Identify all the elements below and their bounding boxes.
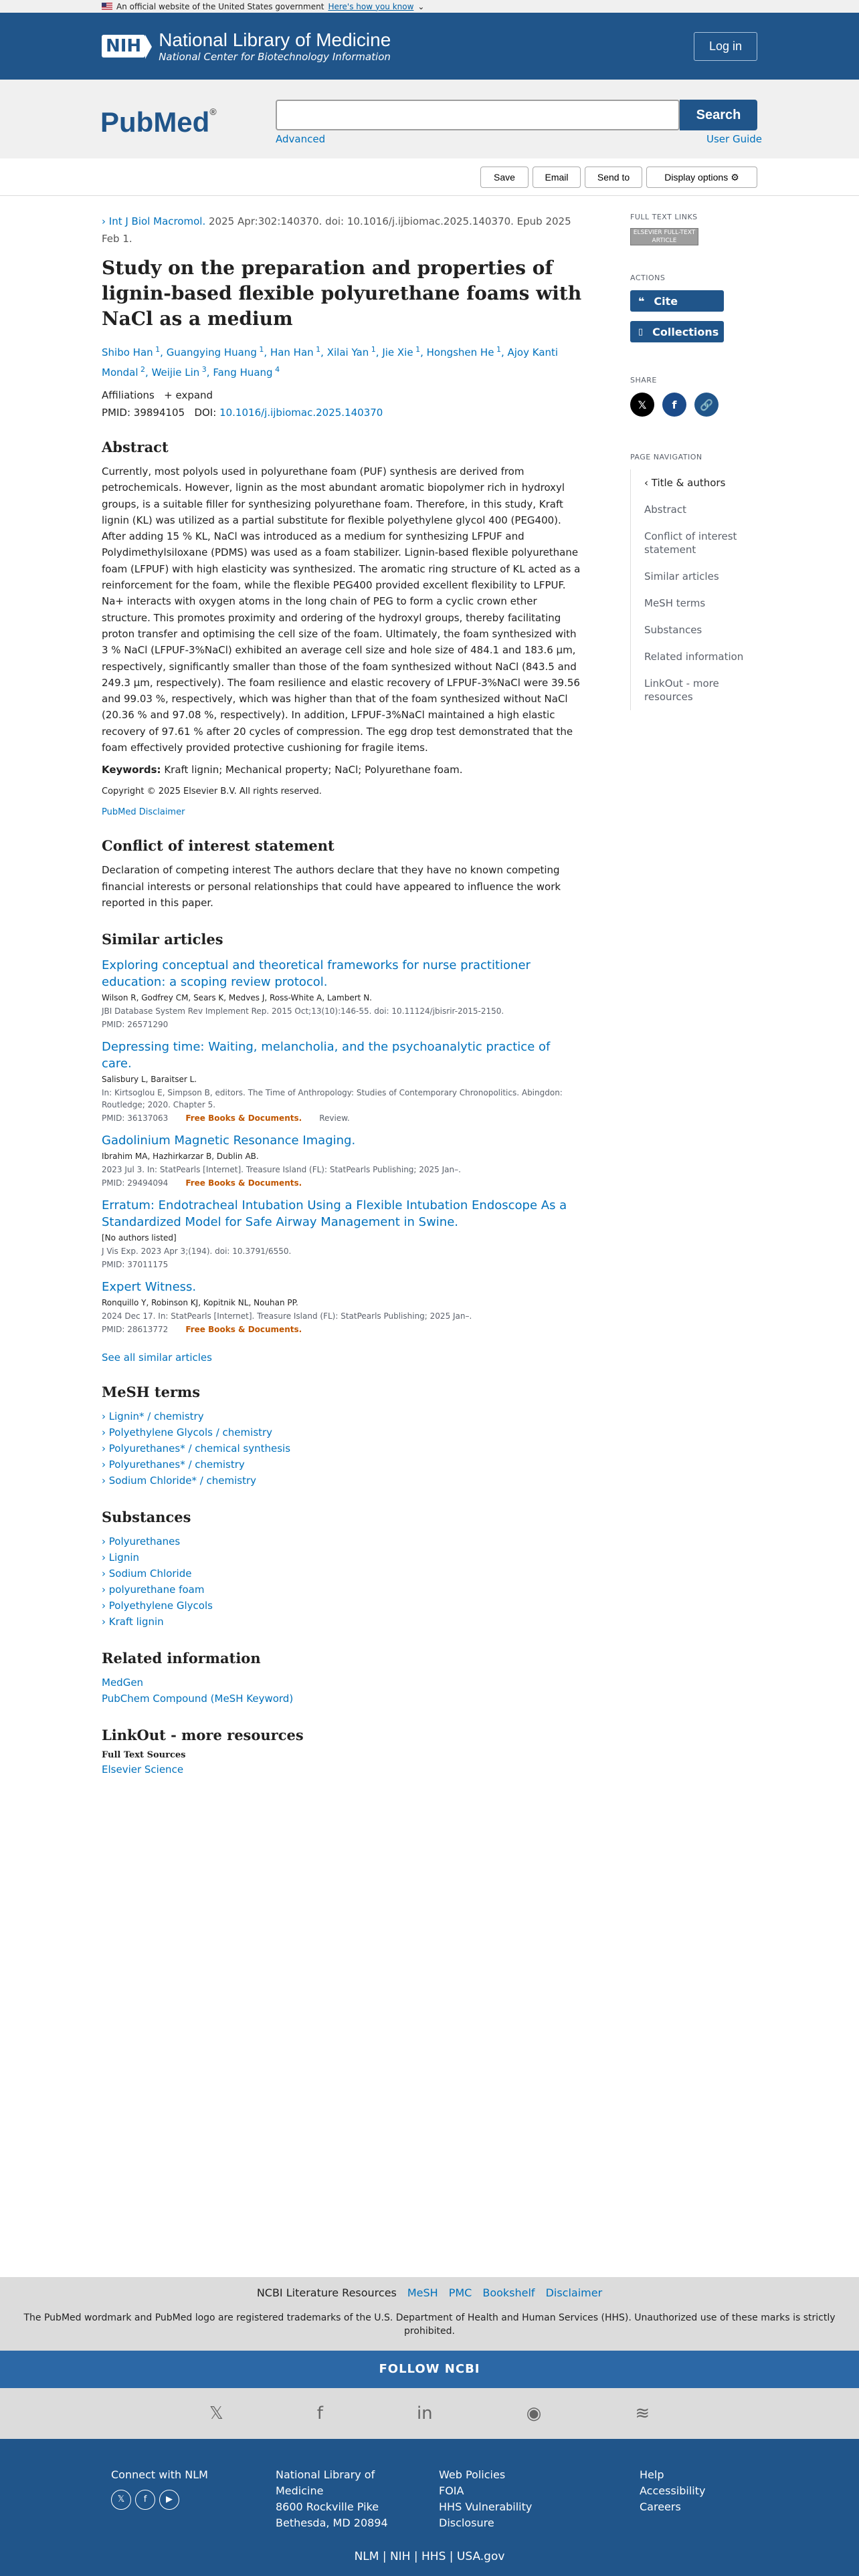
elsevier-fulltext-button[interactable]: ELSEVIER FULL-TEXT ARTICLE xyxy=(630,228,698,245)
linkout-subheading: Full Text Sources xyxy=(102,1750,186,1761)
similar-heading: Similar articles xyxy=(102,931,223,948)
free-books-badge: Free Books & Documents. xyxy=(185,1178,302,1188)
similar-article-authors: [No authors listed] xyxy=(102,1233,177,1243)
login-button[interactable]: Log in xyxy=(694,32,757,61)
substances-list xyxy=(102,1533,583,1630)
social-links xyxy=(0,2388,859,2439)
mesh-term-link[interactable]: › Lignin* / chemistry xyxy=(102,1410,204,1423)
author-affil-number: 4 xyxy=(272,365,280,374)
similar-article xyxy=(102,1279,583,1334)
facebook-share-icon[interactable]: f xyxy=(662,393,686,417)
policy-link[interactable]: HHS Vulnerability xyxy=(439,2500,533,2513)
substance-link[interactable]: › Sodium Chloride xyxy=(102,1568,192,1580)
footer-link[interactable]: Disclaimer xyxy=(545,2286,603,2299)
author-link[interactable]: Guangying Huang xyxy=(166,346,257,358)
similar-article xyxy=(102,1132,583,1188)
follow-ncbi: FOLLOW NCBI xyxy=(0,2351,859,2388)
mesh-heading: MeSH terms xyxy=(102,1384,201,1401)
nlm-header xyxy=(0,13,859,80)
doi-link[interactable]: 10.1016/j.ijbiomac.2025.140370 xyxy=(219,407,383,419)
facebook-icon[interactable]: f xyxy=(316,2403,323,2424)
share-buttons xyxy=(630,393,764,417)
gear-icon: ⚙ xyxy=(731,171,739,183)
address-line[interactable]: Bethesda, MD 20894 xyxy=(276,2516,388,2529)
similar-article-pmid xyxy=(102,1178,583,1188)
search-button[interactable]: Search xyxy=(680,100,757,130)
substance-link[interactable]: › polyurethane foam xyxy=(102,1584,205,1596)
x-share-icon[interactable]: 𝕏 xyxy=(630,393,654,417)
user-guide-link[interactable]: User Guide xyxy=(706,133,763,145)
github-icon[interactable]: ◉ xyxy=(526,2403,542,2424)
pubmed-disclaimer-link[interactable]: PubMed Disclaimer xyxy=(102,807,185,818)
review-badge: Review. xyxy=(319,1113,350,1123)
rss-icon[interactable]: ≋ xyxy=(635,2403,650,2424)
facebook-footer-icon[interactable]: f xyxy=(135,2490,155,2510)
actions-label: ACTIONS xyxy=(630,274,666,282)
similar-article-pmid xyxy=(102,1260,583,1269)
fulltext-label: FULL TEXT LINKS xyxy=(630,213,698,221)
journal-link[interactable]: Int J Biol Macromol. xyxy=(108,215,206,227)
nav-item[interactable]: Related information xyxy=(644,651,744,663)
youtube-footer-icon[interactable]: ▶ xyxy=(159,2490,179,2510)
policy-link[interactable]: FOIA xyxy=(439,2484,464,2497)
similar-article-title[interactable]: Erratum: Endotracheal Intubation Using a Flexible Intubation Endoscope As a Standardized Model for Safe Airway Management in Swine. xyxy=(102,1198,567,1230)
coi-heading: Conflict of interest statement xyxy=(102,837,335,855)
similar-article-title[interactable]: Exploring conceptual and theoretical frameworks for nurse practitioner education: a scoping review protocol. xyxy=(102,958,531,990)
similar-article-pmid xyxy=(102,1113,583,1123)
nih-logo-icon: NIH xyxy=(102,35,145,58)
footer-link[interactable]: PMC xyxy=(448,2286,472,2299)
similar-article-journal: J Vis Exp. 2023 Apr 3;(194). doi: 10.3791/6550. xyxy=(102,1247,292,1257)
article-title: Study on the preparation and properties of lignin-based flexible polyurethane foams with NaCl as a medium xyxy=(102,257,582,330)
substance-link[interactable]: › Polyurethanes xyxy=(102,1535,181,1548)
related-list xyxy=(102,1675,583,1707)
article-main xyxy=(102,213,583,1778)
similar-article-journal: 2024 Dec 17. In: StatPearls [Internet]. Treasure Island (FL): StatPearls Publishing; 2025 Jan–. xyxy=(102,1311,472,1321)
footer-link[interactable]: MeSH xyxy=(407,2286,438,2299)
mesh-term-link[interactable]: › Polyethylene Glycols / chemistry xyxy=(102,1426,273,1439)
author-affil-number: 3 xyxy=(199,365,207,374)
author-affil-number: 1 xyxy=(494,345,501,354)
nav-item[interactable]: Conflict of interest statement xyxy=(644,530,737,556)
pmid: PMID: 28613772 xyxy=(102,1325,169,1335)
footer-link[interactable]: NCBI Literature Resources xyxy=(256,2286,397,2299)
linkout-list xyxy=(102,1761,583,1778)
page-navigation xyxy=(630,469,764,710)
nlm-subtitle: National Center for Biotechnology Information xyxy=(159,51,391,63)
similar-article-authors: Ibrahim MA, Hazhirkarzar B, Dublin AB. xyxy=(102,1152,259,1162)
similar-article-authors: Wilson R, Godfrey CM, Sears K, Medves J, Ross-White A, Lambert N. xyxy=(102,993,372,1003)
nav-item[interactable]: LinkOut - more resources xyxy=(644,677,719,703)
address-line[interactable]: Medicine xyxy=(276,2484,324,2497)
gov-links[interactable]: NLM | NIH | HHS | USA.gov xyxy=(354,2550,505,2563)
nav-item[interactable]: ‹ Title & authors xyxy=(644,477,726,489)
footer-resources xyxy=(0,2277,859,2351)
author-affil-number: 1 xyxy=(313,345,321,354)
similar-article-authors: Salisbury L, Baraitser L. xyxy=(102,1075,197,1085)
similar-article-title[interactable]: Depressing time: Waiting, melancholia, and the psychoanalytic practice of care. xyxy=(102,1040,551,1071)
pmid: PMID: 29494094 xyxy=(102,1178,169,1188)
similar-articles-list xyxy=(102,957,583,1334)
copyright: Copyright © 2025 Elsevier B.V. All rights reserved. xyxy=(102,786,322,797)
abstract-heading: Abstract xyxy=(102,439,169,455)
help-link[interactable]: Help xyxy=(640,2468,664,2481)
help-link[interactable]: Accessibility xyxy=(640,2484,706,2497)
author-affil-number: 1 xyxy=(256,345,264,354)
related-link[interactable]: MedGen xyxy=(102,1677,144,1689)
mesh-term-link[interactable]: › Polyurethanes* / chemical synthesis xyxy=(102,1442,291,1455)
similar-article xyxy=(102,1197,583,1269)
us-flag-icon xyxy=(102,3,112,10)
author-link[interactable]: Ajoy Kanti Mondal xyxy=(102,346,559,379)
x-footer-icon[interactable]: 𝕏 xyxy=(111,2490,131,2510)
free-books-badge: Free Books & Documents. xyxy=(185,1113,302,1123)
quote-icon: ❝ xyxy=(638,294,645,308)
cite-button[interactable]: ❝ Cite xyxy=(630,290,724,312)
page-nav-label: PAGE NAVIGATION xyxy=(630,453,702,461)
similar-article-title[interactable]: Expert Witness. xyxy=(102,1280,197,1295)
pubmed-search-bar xyxy=(0,80,859,158)
see-all-similar-link[interactable]: See all similar articles xyxy=(102,1352,212,1364)
advanced-search-link[interactable]: Advanced xyxy=(276,133,326,145)
help-link[interactable]: Careers xyxy=(640,2500,681,2513)
display-options-button[interactable]: Display options ⚙ xyxy=(646,167,757,188)
author-link[interactable]: Xilai Yan xyxy=(326,346,369,358)
free-books-badge: Free Books & Documents. xyxy=(185,1325,302,1335)
article-toolbar xyxy=(0,158,859,196)
link-share-icon[interactable]: 🔗 xyxy=(694,393,719,417)
email-button[interactable]: Email xyxy=(533,167,581,188)
similar-article xyxy=(102,1039,583,1123)
abstract-text: Currently, most polyols used in polyurethane foam (PUF) synthesis are derived from petrochemicals. However, lignin as the most abundant aromatic biopolymer rich in hydroxyl groups, is a suitable filler for synthesizing polyurethane foam. Therefore, in this study, Kraft lignin (KL) was utilized as a partial substitute for flexible polyethylene glycol 400 (PEG400). After adding 15 % KL, NaCl was introduced as a medium for synthesizing LFPUF and Polydimethylsiloxane (PDMS) was used as a foam stabilizer. Lignin-based flexible polyurethane foam (LFPUF) with high elasticity was synthesized. The aromatic ring structure of KL acted as a reinforcement for the foam, while the flexible PEG400 provided excellent flexibility to LFPUF. Na+ interacts with oxygen atoms in the long chain of PEG to form a cyclic crown ether structure. This promotes proximity and ordering of the hydroxyl groups, thereby facilitating proton transfer and optimising the cell size of the foam. Ultimately, the foam synthesized with 3 % NaCl (LFPUF-3%NaCl) exhibited an average cell size and hole size of 484.1 and 183.6 μm, respectively, significantly smaller than those of the foam synthesized without NaCl (843.5 and 249.3 μm, respectively). The foam resilience and elastic recovery of LFPUF-3%NaCl were 39.56 and 99.03 %, respectively, which was higher than that of the foam synthesized without NaCl (20.36 % and 97.08 %, respectively). In addition, LFPUF-3%NaCl maintained a high elastic recovery of 97.61 % after 20 cycles of compression. The egg drop test demonstrated that the foam effectively provided protective cushioning for fragile items. xyxy=(102,465,581,754)
author-link[interactable]: Fang Huang xyxy=(213,366,273,379)
related-heading: Related information xyxy=(102,1650,261,1667)
mesh-term-link[interactable]: › Sodium Chloride* / chemistry xyxy=(102,1475,257,1487)
nav-item[interactable]: MeSH terms xyxy=(644,597,706,609)
linkout-link[interactable]: Elsevier Science xyxy=(102,1763,184,1776)
connect-nlm-link[interactable]: Connect with NLM xyxy=(111,2468,208,2481)
pmid: PMID: 36137063 xyxy=(102,1113,169,1123)
policy-links xyxy=(439,2467,532,2531)
author-link[interactable]: Jie Xie xyxy=(382,346,413,358)
collections-button[interactable]: ▯ Collections xyxy=(630,321,724,342)
trademark-notice: The PubMed wordmark and PubMed logo are registered trademarks of the U.S. Department of Health and Human Services (HHS). Unauthorized use of these marks is strictly prohibited. xyxy=(23,2313,836,2337)
save-button[interactable]: Save xyxy=(480,167,529,188)
article-ids: PMID: 39894105 DOI: 10.1016/j.ijbiomac.2025.140370 xyxy=(102,407,383,419)
author-link[interactable]: Weijie Lin xyxy=(151,366,200,379)
footer-bottom xyxy=(0,2439,859,2576)
author-link[interactable]: Shibo Han xyxy=(102,346,153,358)
nav-item[interactable]: Similar articles xyxy=(644,570,719,582)
pmid: PMID: 26571290 xyxy=(102,1020,169,1030)
heres-how-you-know-link[interactable]: Here's how you know xyxy=(328,1,414,11)
substance-link[interactable]: › Lignin xyxy=(102,1551,139,1564)
coi-text: Declaration of competing interest The authors declare that they have no known competing financial interests or personal relationships that could have appeared to influence the work reported in this paper. xyxy=(102,864,561,909)
similar-article-authors: Ronquillo Y, Robinson KJ, Kopitnik NL, Nouhan PP. xyxy=(102,1298,298,1308)
journal-citation: › Int J Biol Macromol. 2025 Apr:302:140370. doi: 10.1016/j.ijbiomac.2025.140370. Epub 2025 Feb 1. xyxy=(102,215,571,245)
similar-article-title[interactable]: Gadolinium Magnetic Resonance Imaging. xyxy=(102,1134,356,1148)
substance-link[interactable]: › Kraft lignin xyxy=(102,1616,164,1628)
policy-link[interactable]: Web Policies xyxy=(439,2468,506,2481)
author-affil-number: 1 xyxy=(153,345,161,354)
substance-link[interactable]: › Polyethylene Glycols xyxy=(102,1600,213,1612)
footer-links xyxy=(0,2286,859,2299)
similar-article-journal: 2023 Jul 3. In: StatPearls [Internet]. Treasure Island (FL): StatPearls Publishing; 2025 Jan–. xyxy=(102,1165,461,1175)
help-links xyxy=(640,2467,705,2515)
mesh-term-link[interactable]: › Polyurethanes* / chemistry xyxy=(102,1459,245,1471)
author-link[interactable]: Hongshen He xyxy=(426,346,494,358)
similar-article-journal: JBI Database System Rev Implement Rep. 2015 Oct;13(10):146-55. doi: 10.11124/jbisrir-2015-2150. xyxy=(102,1006,504,1016)
similar-article-journal: In: Kirtsoglou E, Simpson B, editors. The Time of Anthropology: Studies of Contemporary Chronopolitics. Abingdon: Routledge; 2020. Chapter 5. xyxy=(102,1088,563,1110)
affiliations: Affiliations + expand xyxy=(102,389,213,401)
pmid: PMID: 37011175 xyxy=(102,1260,169,1270)
nav-item[interactable]: Abstract xyxy=(644,504,686,516)
gov-banner: An official website of the United States government Here's how you know ⌄ xyxy=(0,0,859,13)
similar-article-pmid xyxy=(102,1020,583,1029)
linkout-heading: LinkOut - more resources xyxy=(102,1727,304,1744)
keywords: Keywords: Kraft lignin; Mechanical property; NaCl; Polyurethane foam. xyxy=(102,764,463,776)
bookmark-icon: ▯ xyxy=(638,326,644,337)
gov-banner-text: An official website of the United States government xyxy=(116,1,324,11)
share-label: SHARE xyxy=(630,376,657,385)
footer-link[interactable]: Bookshelf xyxy=(482,2286,535,2299)
mesh-list xyxy=(102,1408,583,1489)
nlm-address xyxy=(276,2467,388,2531)
nlm-title: National Library of Medicine xyxy=(159,29,391,50)
substances-heading: Substances xyxy=(102,1509,191,1526)
linkedin-icon[interactable]: in xyxy=(416,2403,433,2424)
nav-item[interactable]: Substances xyxy=(644,624,702,636)
author-list: Shibo Han $^1$, Guangying Huang $^1$, Han Han $^1$, Xilai Yan $^1$, Jie Xie $^1$, Hongshen He $^1$, Ajoy Kanti Mondal $^2$, Weijie Lin $^3$, Fang Huang $^4$ xyxy=(102,345,559,379)
address-line[interactable]: 8600 Rockville Pike xyxy=(276,2500,379,2513)
x-icon[interactable]: 𝕏 xyxy=(209,2403,223,2424)
policy-link[interactable]: Disclosure xyxy=(439,2516,494,2529)
expand-button[interactable]: + expand xyxy=(164,389,213,401)
nlm-logo[interactable] xyxy=(102,29,391,63)
author-affil-number: 2 xyxy=(138,365,146,374)
author-link[interactable]: Han Han xyxy=(270,346,314,358)
related-link[interactable]: PubChem Compound (MeSH Keyword) xyxy=(102,1693,294,1705)
pubmed-logo[interactable]: PubMed® xyxy=(100,106,217,138)
author-affil-number: 1 xyxy=(413,345,421,354)
send-to-button[interactable]: Send to xyxy=(585,167,642,188)
similar-article-pmid xyxy=(102,1325,583,1334)
sidebar xyxy=(630,213,764,710)
address-line[interactable]: National Library of xyxy=(276,2468,375,2481)
search-input[interactable] xyxy=(276,100,680,130)
author-affil-number: 1 xyxy=(369,345,376,354)
similar-article xyxy=(102,957,583,1029)
